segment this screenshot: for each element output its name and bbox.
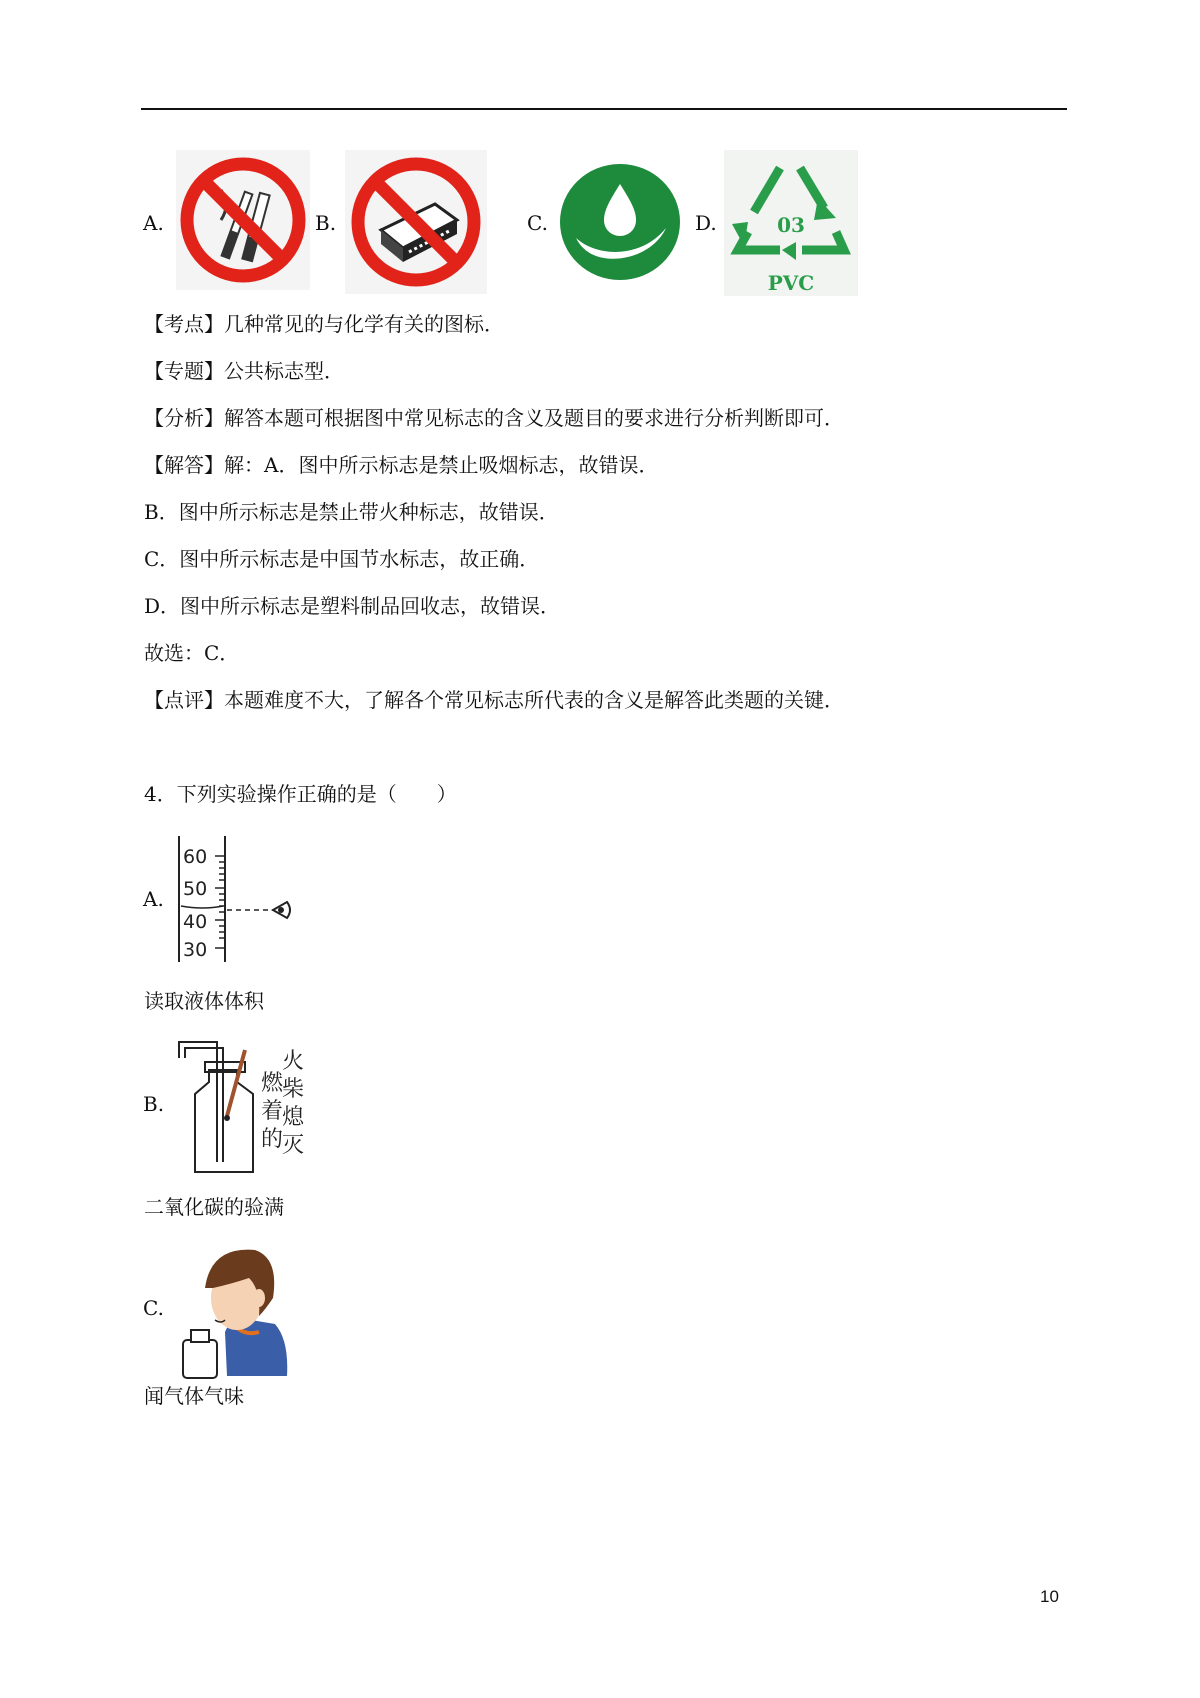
option-a-label: A. (143, 211, 164, 235)
jieda-line: 【解答】解：A．图中所示标志是禁止吸烟标志，故错误． (144, 453, 659, 477)
svg-text:03: 03 (777, 213, 805, 237)
svg-text:熄: 熄 (281, 1105, 305, 1130)
option-b-label: B. (315, 211, 337, 235)
no-fire-sign (345, 150, 487, 294)
svg-text:着: 着 (260, 1099, 284, 1124)
reagent-bottle (183, 1330, 217, 1378)
q4-option-b-label: B. (143, 1092, 165, 1116)
no-smoking-sign (176, 150, 310, 290)
question-4-stem: 4．下列实验操作正确的是（ ） (144, 782, 457, 806)
q4-option-c-label: C. (143, 1296, 164, 1320)
page-number: 10 (1040, 1587, 1059, 1606)
svg-text:的: 的 (260, 1127, 284, 1152)
water-saving-sign (558, 162, 682, 282)
recycle-sign (724, 150, 858, 296)
svg-text:PVC: PVC (767, 271, 815, 295)
co2-test-figure (175, 1032, 315, 1178)
match-stick (227, 1050, 245, 1116)
zhuanti-line: 【专题】公共标志型． (144, 359, 344, 383)
smelling-gas-figure (175, 1240, 291, 1380)
fenxi-line: 【分析】解答本题可根据图中常见标志的含义及题目的要求进行分析判断即可． (144, 406, 844, 430)
q4-a-caption: 读取液体体积 (144, 989, 264, 1013)
dianping-line: 【点评】本题难度不大，了解各个常见标志所代表的含义是解答此类题的关键． (144, 688, 844, 712)
tick-label: 60 (183, 846, 208, 868)
option-c-label: C. (527, 211, 548, 235)
option-d-label: D. (695, 211, 717, 235)
answer-b-line: B．图中所示标志是禁止带火种标志，故错误． (144, 500, 559, 524)
answer-d-line: D．图中所示标志是塑料制品回收志，故错误． (144, 594, 561, 618)
q4-b-caption: 二氧化碳的验满 (144, 1195, 284, 1219)
answer-c-line: C．图中所示标志是中国节水标志，故正确． (144, 547, 540, 571)
eye-icon (273, 902, 290, 918)
q4-option-a-label: A. (143, 887, 164, 911)
svg-text:火: 火 (281, 1049, 305, 1074)
kaodian-line: 【考点】几种常见的与化学有关的图标． (144, 312, 504, 336)
svg-text:燃: 燃 (260, 1071, 284, 1096)
tick-label: 40 (183, 911, 208, 933)
q4-c-caption: 闻气体气味 (144, 1384, 244, 1408)
svg-text:柴: 柴 (281, 1077, 305, 1102)
tick-label: 30 (183, 939, 208, 961)
tick-label: 50 (183, 878, 208, 900)
graduated-cylinder-figure (175, 836, 300, 962)
header-rule (141, 108, 1067, 110)
choice-line: 故选：C． (144, 641, 240, 665)
svg-text:灭: 灭 (281, 1133, 305, 1158)
